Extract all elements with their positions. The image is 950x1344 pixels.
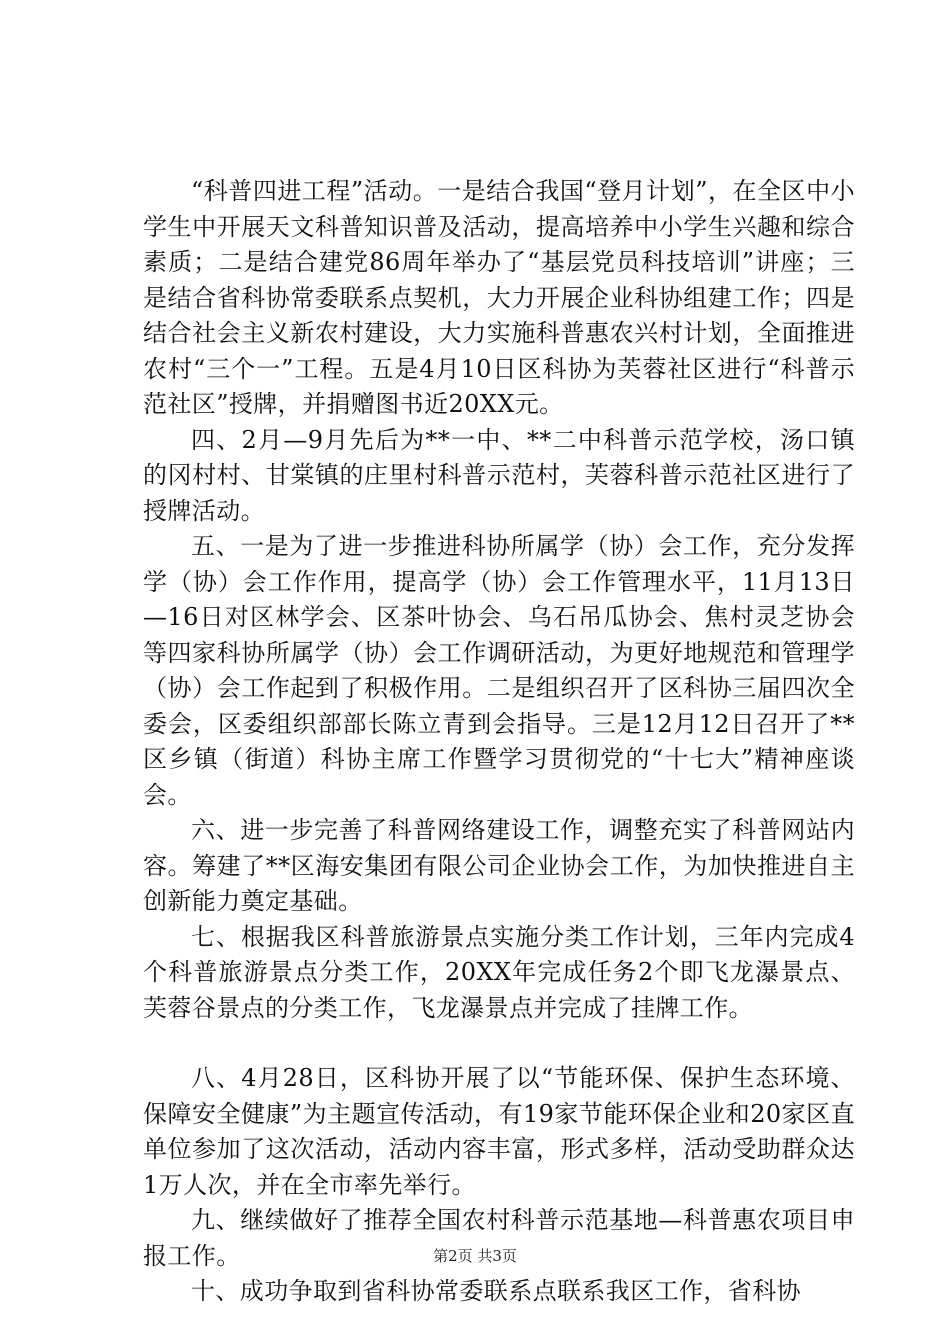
paragraph-6: 八、4月28日，区科协开展了以“节能环保、保护生态环境、保障安全健康”为主题宣传活动，有19家节能环保企业和20家区直单位参加了这次活动，活动内容丰富，形式多样，活动受助群众达1万人次，并在全市率先举行。 — [143, 1064, 855, 1199]
paragraph-7: 九、继续做好了推荐全国农村科普示范基地—科普惠农项目申报工作。 — [143, 1206, 855, 1270]
paragraph-5: 七、根据我区科普旅游景点实施分类工作计划，三年内完成4个科普旅游景点分类工作，20XX年完成任务2个即飞龙瀑景点、芙蓉谷景点的分类工作，飞龙瀑景点并完成了挂牌工作。 — [143, 922, 855, 1022]
paragraph-8: 十、成功争取到省科协常委联系点联系我区工作，省科协 — [191, 1277, 801, 1305]
page-footer: 第2页 共3页 — [433, 1247, 517, 1265]
document-body — [143, 174, 855, 1310]
paragraph-gap — [143, 1026, 855, 1061]
paragraph-1: “科普四进工程”活动。一是结合我国“登月计划”，在全区中小学生中开展天文科普知识普及活动，提高培养中小学生兴趣和综合素质；二是结合建党86周年举办了“基层党员科技培训”讲座；三是结合省科协常委联系点契机，大力开展企业科协组建工作；四是结合社会主义新农村建设，大力实施科普惠农兴村计划，全面推进农村“三个一”工程。五是4月10日区科协为芙蓉社区进行“科普示范社区”授牌，并捐赠图书近20XX元。 — [143, 177, 855, 418]
paragraph-4: 六、进一步完善了科普网络建设工作，调整充实了科普网站内容。筹建了**区海安集团有限公司企业协会工作，为加快推进自主创新能力奠定基础。 — [143, 816, 855, 915]
paragraph-2: 四、2月—9月先后为**一中、**二中科普示范学校，汤口镇的冈村村、甘棠镇的庄里村科普示范村，芙蓉科普示范社区进行了授牌活动。 — [143, 425, 855, 525]
paragraph-3: 五、一是为了进一步推进科协所属学（协）会工作，充分发挥学（协）会工作作用，提高学（协）会工作管理水平，11月13日—16日对区林学会、区茶叶协会、乌石吊瓜协会、焦村灵芝协会等四家科协所属学（协）会工作调研活动，为更好地规范和管理学（协）会工作起到了积极作用。二是组织召开了区科协三届四次全委会，区委组织部部长陈立青到会指导。三是12月12日召开了**区乡镇（街道）科协主席工作暨学习贯彻党的“十七大”精神座谈会。 — [143, 532, 855, 809]
